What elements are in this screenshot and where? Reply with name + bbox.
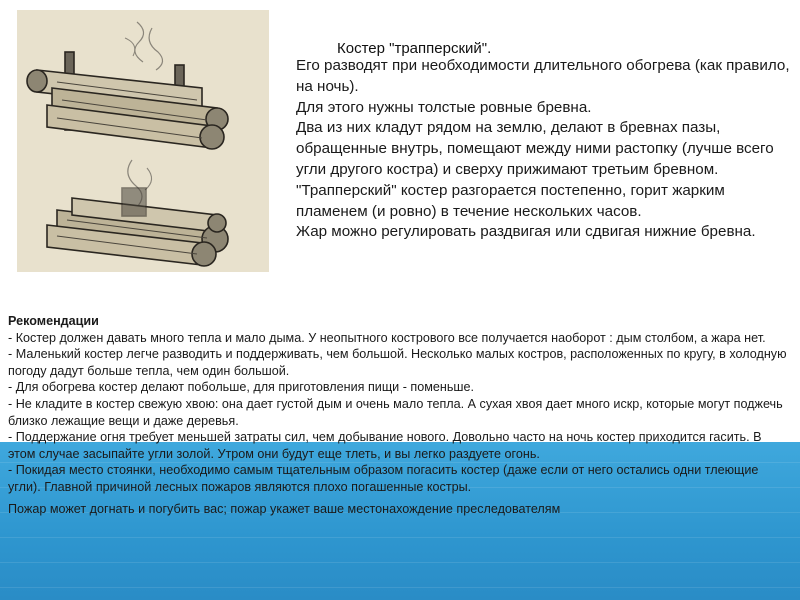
recommendation-item: - Для обогрева костер делают побольше, для приготовления пищи - поменьше. — [8, 380, 475, 395]
recommendation-item: - Костер должен давать много тепла и мало дыма. У неопытного кострового все получается наоборот : дым столбом, а жара нет. — [8, 330, 766, 345]
recommendation-item: - Маленький костер легче разводить и поддерживать, чем большой. Несколько малых костров, расположенных по кругу, в холодную погоду дадут больше тепла, чем один большой. — [8, 347, 787, 378]
intro-paragraph: "Трапперский" костер разгорается постепенно, горит жарким пламенем (и ровно) в течение нескольких часов. — [296, 181, 725, 220]
fire-type-title: Костер "трапперский". — [337, 40, 492, 57]
intro-paragraph: Два из них кладут рядом на землю, делают в бревнах пазы, обращенные внутрь, помещают между ними растопку (лучше всего угли другого костра) и сверху прижимают третьим бревном. — [296, 119, 774, 178]
recommendation-item: - Поддержание огня требует меньшей затраты сил, чем добывание нового. Довольно часто на ночь костер приходится гасить. В этом случае засыпайте угли золой. Утром они будут еще тлеть, и вы легко раздуете огонь. — [8, 430, 762, 461]
closing-warning: Пожар может догнать и погубить вас; пожар укажет ваше местонахождение преследователям — [8, 501, 561, 516]
recommendations-block — [8, 313, 788, 517]
campfire-illustration — [17, 10, 269, 272]
intro-paragraph: Жар можно регулировать раздвигая или сдвигая нижние бревна. — [296, 223, 756, 241]
lower-log-fire-drawing — [47, 160, 228, 266]
intro-text — [296, 56, 796, 243]
recommendations-heading: Рекомендации — [8, 314, 99, 328]
intro-paragraph: Его разводят при необходимости длительного обогрева (как правило, на ночь). — [296, 57, 790, 95]
recommendation-item: - Покидая место стоянки, необходимо самым тщательным образом погасить костер (даже если от него остались одни тлеющие угли). Главной причиной лесных пожаров являются плохо погашенные костры. — [8, 463, 759, 494]
recommendation-item: - Не кладите в костер свежую хвою: она дает густой дым и очень мало тепла. А сухая хвоя дает много искр, которые могут поджечь близко лежащие вещи и даже деревья. — [8, 396, 783, 428]
upper-log-fire-drawing — [27, 22, 228, 149]
intro-paragraph: Для этого нужны толстые ровные бревна. — [296, 98, 592, 116]
